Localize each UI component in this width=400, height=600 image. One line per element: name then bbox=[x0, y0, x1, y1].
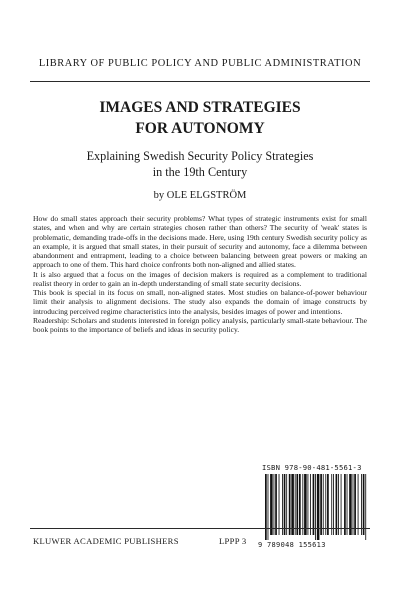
barcode-bar bbox=[291, 474, 294, 535]
author-line: by OLE ELGSTRÖM bbox=[153, 190, 247, 201]
barcode-bar bbox=[310, 474, 311, 535]
barcode-bar bbox=[354, 474, 356, 535]
barcode-bar bbox=[344, 474, 346, 535]
book-title-line-1: IMAGES AND STRATEGIES bbox=[99, 99, 301, 116]
barcode-bar bbox=[282, 474, 283, 535]
barcode-bar bbox=[349, 474, 352, 535]
blurb-paragraph-2: It is also argued that a focus on the images of decision makers is required as a complement to traditional realist theory in order to gain an in-depth understanding of small state security decisions. bbox=[33, 269, 367, 288]
blurb-paragraph-3: This book is special in its focus on small, non-aligned states. Most studies on balance-of-power behaviour limit their analysis to alignment decisions. The study also expands the domain of image constructs by introducing perceived regime characteristics into the analysis, besides images of power and intentions. bbox=[33, 288, 367, 316]
barcode-bar bbox=[296, 474, 298, 535]
barcode-bar bbox=[268, 474, 269, 540]
barcode-bar bbox=[270, 474, 273, 535]
top-rule bbox=[30, 81, 370, 82]
barcode-bar bbox=[327, 474, 329, 535]
book-title-line-2: FOR AUTONOMY bbox=[135, 120, 265, 137]
barcode-bar bbox=[323, 474, 324, 535]
barcode-bar bbox=[353, 474, 354, 535]
barcode-graphic bbox=[264, 474, 368, 540]
barcode-bar bbox=[317, 474, 320, 540]
blurb-paragraph-1: How do small states approach their security problems? What types of strategic instruments exist for small states, and when and why are certain strategies chosen rather than others? The security of 'weak' states is problematic, demanding trade-offs in the decisions made. Here, using 19th century Swedish security policy as an example, it is argued that small states, in their pursuit of security and autonomy, face a dilemma between abandonment and entrapment, leading to a choice between balancing between great powers or making an approach to one of them. This hard choice confronts both non-aligned and allied states. bbox=[33, 214, 367, 270]
barcode-bar bbox=[320, 474, 322, 535]
barcode-bar bbox=[341, 474, 342, 535]
barcode-bar bbox=[325, 474, 326, 535]
book-subtitle-line-1: Explaining Swedish Security Policy Strategies bbox=[86, 149, 314, 163]
blurb-paragraph-4: Readership: Scholars and students interested in foreign policy analysis, particularly small-state behaviour. The book points to the importance of beliefs and ideas in security policy. bbox=[33, 315, 367, 334]
barcode-bar bbox=[308, 474, 309, 535]
book-title bbox=[30, 97, 370, 139]
barcode-bar bbox=[299, 474, 301, 535]
barcode-bar bbox=[274, 474, 275, 535]
barcode-bar bbox=[315, 474, 316, 540]
barcode-bar bbox=[365, 474, 366, 540]
barcode-bar bbox=[302, 474, 303, 535]
bottom-rule bbox=[30, 528, 370, 529]
barcode-bar bbox=[347, 474, 348, 535]
series-code: LPPP 3 bbox=[219, 536, 247, 546]
barcode-bar bbox=[295, 474, 296, 535]
barcode-bar bbox=[275, 474, 277, 535]
barcode-bar bbox=[338, 474, 339, 535]
barcode bbox=[264, 474, 368, 540]
publisher-name: KLUWER ACADEMIC PUBLISHERS bbox=[33, 536, 179, 546]
barcode-bar bbox=[331, 474, 332, 535]
barcode-bar bbox=[289, 474, 291, 535]
barcode-bar bbox=[286, 474, 287, 535]
barcode-bar bbox=[265, 474, 267, 540]
barcode-bar bbox=[279, 474, 280, 535]
barcode-bar bbox=[363, 474, 365, 535]
book-subtitle bbox=[30, 148, 370, 180]
barcode-bar bbox=[358, 474, 359, 535]
barcode-bar bbox=[304, 474, 307, 535]
blurb bbox=[33, 214, 367, 334]
isbn-label: ISBN 978-90-481-5561-3 bbox=[262, 463, 362, 472]
book-subtitle-line-2: in the 19th Century bbox=[152, 165, 248, 179]
barcode-bar bbox=[313, 474, 315, 535]
barcode-bar bbox=[333, 474, 334, 535]
series-title: LIBRARY OF PUBLIC POLICY AND PUBLIC ADMINISTRATION bbox=[38, 58, 362, 69]
barcode-bar bbox=[361, 474, 362, 535]
barcode-bar bbox=[284, 474, 286, 535]
barcode-digits: 9 789048 155613 bbox=[258, 541, 326, 549]
barcode-bar bbox=[336, 474, 338, 535]
